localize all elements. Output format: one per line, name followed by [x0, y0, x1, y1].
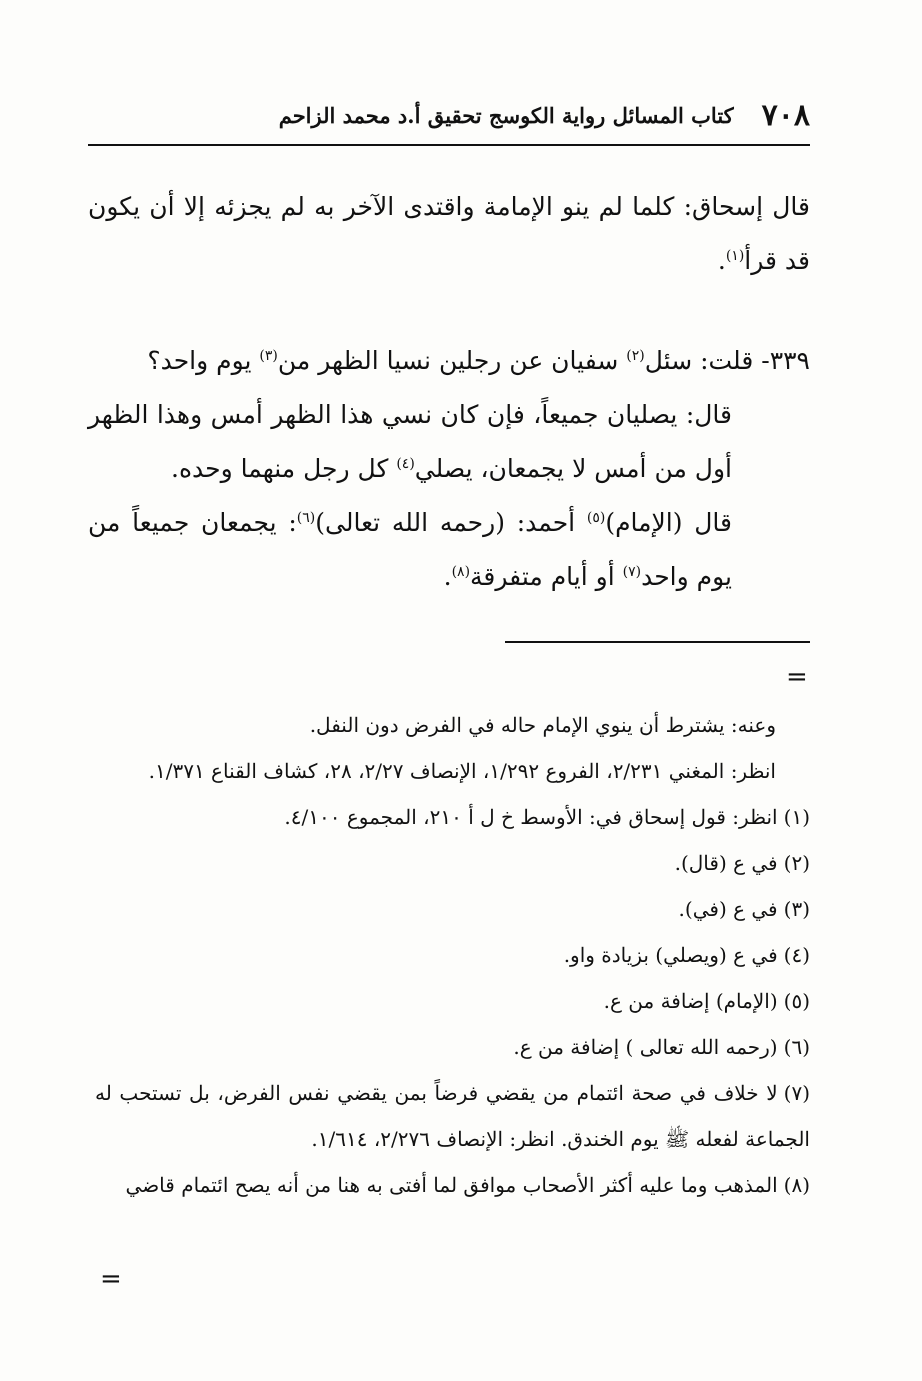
page-header [88, 95, 810, 135]
footnote-item [95, 794, 810, 840]
footnote-item [95, 840, 810, 886]
footnote-text: انظر: قول إسحاق في: الأوسط خ ل أ ٢١٠، المجموع ٤/١٠٠. [284, 805, 778, 829]
footnote-number: (٧) [783, 1081, 810, 1105]
header-rule [88, 144, 810, 146]
footnote-number: (٨) [783, 1173, 810, 1197]
footnote-separator [505, 641, 810, 643]
footnote-continuation: وعنه: يشترط أن ينوي الإمام حاله في الفرض دون النفل. [309, 713, 776, 737]
footnote-ref: (٧) [622, 564, 642, 580]
question-339: ٣٣٩- قلت: سئل$^{(٢)}$ سفيان عن رجلين نسيا الظهر من$^{(٣)}$ يوم واحد؟ [147, 346, 810, 375]
footnote-ref: (٥) [586, 510, 606, 526]
continuation-mark-bottom: = [100, 1264, 122, 1294]
main-text [88, 180, 810, 604]
footnote-ref: (٤) [396, 456, 415, 472]
footnote-text: (رحمه الله تعالى ) إضافة من ع. [513, 1035, 778, 1059]
footnote-number: (١) [783, 805, 810, 829]
footnote-number: (٥) [783, 989, 810, 1013]
footnote-ref: (٨) [451, 564, 471, 580]
footnote-text: في ع (في). [678, 897, 778, 921]
continuation-mark-top: = [786, 662, 808, 692]
footnote-ref: (٣) [259, 348, 278, 364]
paragraph-ishaq: قال إسحاق: كلما لم ينو الإمامة واقتدى الآخر به لم يجزئه إلا أن يكون قد قرأ$^{(١)}$. [88, 192, 810, 275]
footnote-continuation: انظر: المغني ٢/٢٣١، الفروع ١/٢٩٢، الإنصاف ٢/٢٧، ٢٨، كشاف القناع ١/٣٧١. [148, 759, 776, 783]
answer-sufyan: قال: يصليان جميعاً، فإن كان نسي هذا الظهر أمس وهذا الظهر أول من أمس لا يجمعان، يصلي$^{(٤)}$ كل رجل منهما وحده. [88, 400, 732, 483]
footnote-text: لا خلاف في صحة ائتمام من يقضي فرضاً بمن يقضي نفس الفرض، بل تستحب له الجماعة لفعله ﷺ يوم الخندق. انظر: الإنصاف ٢/٢٧٦، ١/٦١٤. [95, 1081, 810, 1151]
question-number: ٣٣٩- [761, 346, 810, 375]
footnote-text: في ع (ويصلي) بزيادة واو. [563, 943, 778, 967]
footnote-text: في ع (قال). [674, 851, 778, 875]
answer-ahmad: قال (الإمام)$^{(٥)}$ أحمد: (رحمه الله تعالى)$^{(٦)}$: يجمعان جميعاً من يوم واحد$^{(٧)}$ أو أيام متفرقة$^{(٨)}$. [88, 508, 732, 591]
footnote-text: (الإمام) إضافة من ع. [603, 989, 778, 1013]
footnote-item [95, 1162, 810, 1208]
footnote-item [95, 886, 810, 932]
footnote-item [95, 932, 810, 978]
footnote-ref: (٢) [626, 348, 645, 364]
footnote-number: (٤) [783, 943, 810, 967]
paragraph-gap [88, 288, 810, 334]
running-title: كتاب المسائل رواية الكوسج تحقيق أ.د محمد الزاحم [278, 102, 734, 128]
footnote-item [95, 1070, 810, 1162]
footnote-number: (٢) [783, 851, 810, 875]
footnote-item [95, 1024, 810, 1070]
footnote-list [95, 794, 810, 1208]
footnote-text: المذهب وما عليه أكثر الأصحاب موافق لما أفتى به هنا من أنه يصح ائتمام قاضي [125, 1173, 778, 1197]
footnote-ref: (٦) [296, 510, 316, 526]
footnote-number: (٦) [783, 1035, 810, 1059]
footnote-ref: (١) [725, 248, 745, 264]
footnote-number: (٣) [783, 897, 810, 921]
footnotes [95, 702, 810, 1208]
page-number: ٧٠٨ [761, 97, 810, 133]
footnote-item [95, 978, 810, 1024]
